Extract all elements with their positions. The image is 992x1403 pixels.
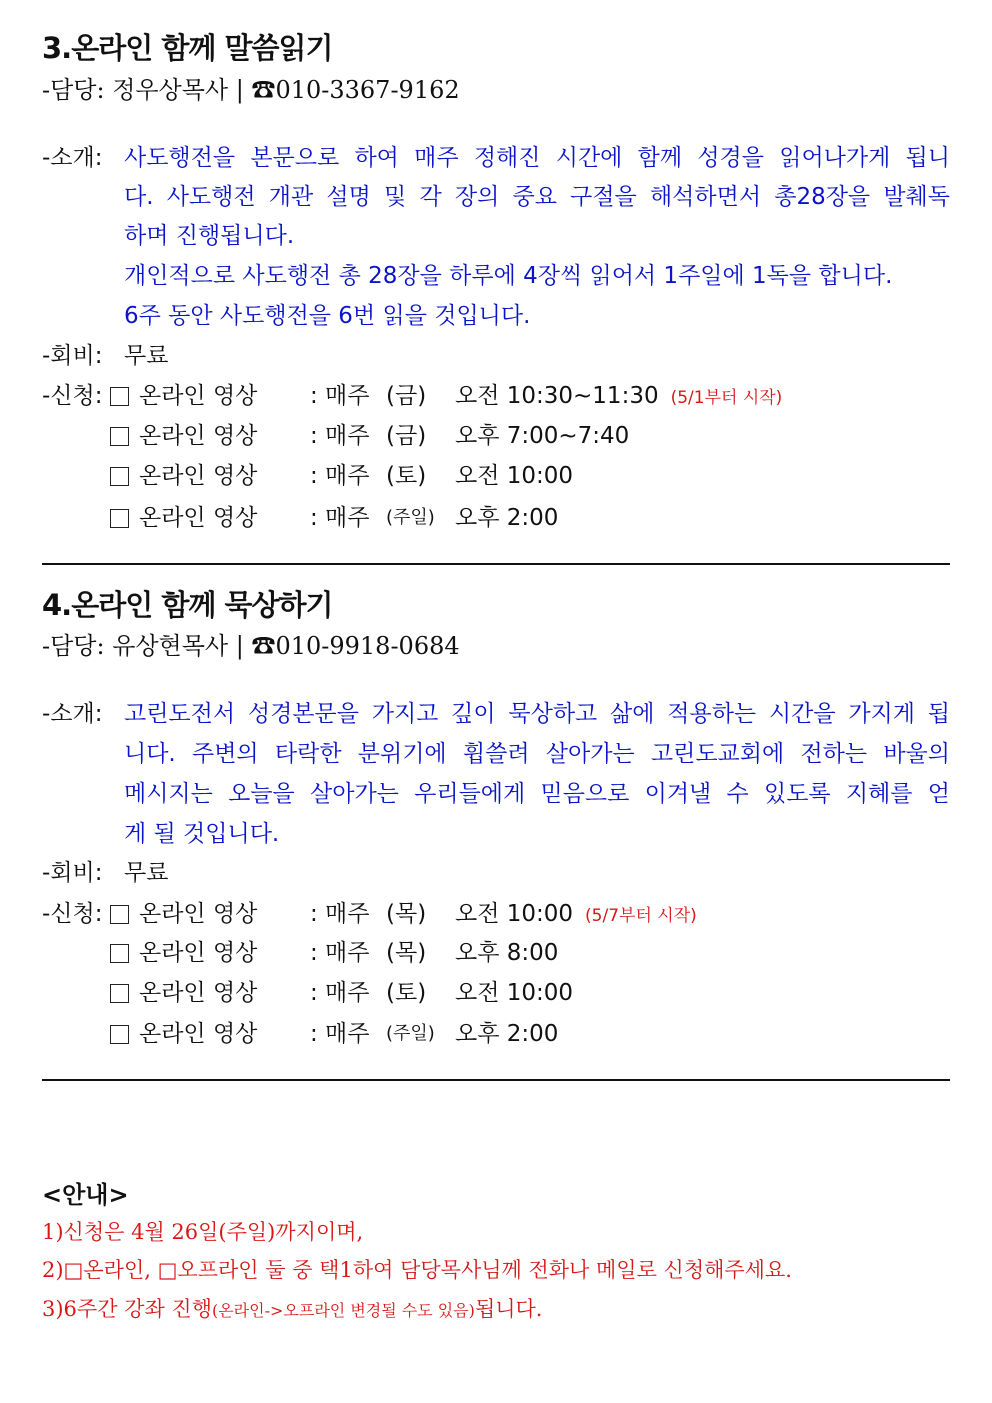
checkbox[interactable]	[110, 905, 129, 924]
section4-intro-line3: 메시지는 오늘을 살아가는 우리들에게 믿음으로 이겨낼 수 있도록 지혜를 얻	[124, 781, 950, 807]
section3-option-1: 온라인 영상 : 매주 (금) 오전 10:30~11:30 (5/1부터 시작)	[110, 377, 950, 407]
section-divider	[42, 563, 950, 565]
checkbox[interactable]	[110, 467, 129, 486]
section3-fee-value: 무료	[124, 343, 169, 369]
section3-intro-line2: 다. 사도행전 개관 설명 및 각 장의 중요 구절을 해석하면서 총28장을 발췌독	[124, 184, 950, 210]
section4-option-3: 온라인 영상 : 매주 (토) 오전 10:00	[110, 974, 950, 1004]
checkbox[interactable]	[110, 387, 129, 406]
guide-line-1: 1)신청은 4월 26일(주일)까지이며,	[42, 1220, 364, 1244]
section3-intro-line1: 사도행전을 본문으로 하여 매주 정해진 시간에 함께 성경을 읽어나가게 됩니	[124, 145, 950, 171]
section4-option-4: 온라인 영상 : 매주 (주일) 오후 2:00	[110, 1015, 950, 1045]
section3-option-4: 온라인 영상 : 매주 (주일) 오후 2:00	[110, 499, 950, 529]
start-note: (5/1부터 시작)	[670, 388, 783, 408]
section3-option-2: 온라인 영상 : 매주 (금) 오후 7:00~7:40	[110, 417, 950, 447]
section4-intro-line4: 게 될 것입니다.	[124, 821, 280, 847]
section4-apply-label: -신청:	[42, 901, 103, 927]
section4-intro-line2: 니다. 주변의 타락한 분위기에 휩쓸려 살아가는 고린도교회에 전하는 바울의	[124, 741, 950, 767]
section-divider	[42, 1079, 950, 1081]
section3-intro-line4: 개인적으로 사도행전 총 28장을 하루에 4장씩 읽어서 1주일에 1독을 합니다.	[124, 263, 893, 289]
section3-contact: -담당: 정우상목사 | ☎010-3367-9162	[42, 76, 460, 104]
checkbox[interactable]	[110, 427, 129, 446]
section4-option-1: 온라인 영상 : 매주 (목) 오전 10:00 (5/7부터 시작)	[110, 895, 950, 925]
section4-intro-line1: 고린도전서 성경본문을 가지고 깊이 묵상하고 삶에 적용하는 시간을 가지게 됩	[124, 701, 950, 727]
section4-contact: -담당: 유상현목사 | ☎010-9918-0684	[42, 632, 460, 660]
section4-fee-label: -회비:	[42, 860, 103, 886]
section3-title: 3.온라인 함께 말씀읽기	[42, 31, 333, 65]
section4-option-2: 온라인 영상 : 매주 (목) 오후 8:00	[110, 934, 950, 964]
checkbox[interactable]	[110, 1025, 129, 1044]
checkbox[interactable]	[110, 509, 129, 528]
section3-intro-line5: 6주 동안 사도행전을 6번 읽을 것입니다.	[124, 303, 531, 329]
section3-intro-line3: 하며 진행됩니다.	[124, 223, 295, 249]
section3-apply-label: -신청:	[42, 383, 103, 409]
section4-title: 4.온라인 함께 묵상하기	[42, 588, 333, 622]
guide-line-2: 2)□온라인, □오프라인 둘 중 택1하여 담당목사님께 전화나 메일로 신청해주세요.	[42, 1258, 792, 1282]
section4-intro-label: -소개:	[42, 701, 103, 727]
checkbox[interactable]	[110, 984, 129, 1003]
section3-option-3: 온라인 영상 : 매주 (토) 오전 10:00	[110, 457, 950, 487]
guide-line-3: 3)6주간 강좌 진행(온라인->오프라인 변경될 수도 있음)됩니다.	[42, 1297, 543, 1321]
checkbox[interactable]	[110, 944, 129, 963]
guide-heading: <안내>	[42, 1181, 129, 1209]
section3-intro-label: -소개:	[42, 145, 103, 171]
section4-fee-value: 무료	[124, 860, 169, 886]
start-note: (5/7부터 시작)	[585, 906, 697, 926]
section3-fee-label: -회비:	[42, 343, 103, 369]
